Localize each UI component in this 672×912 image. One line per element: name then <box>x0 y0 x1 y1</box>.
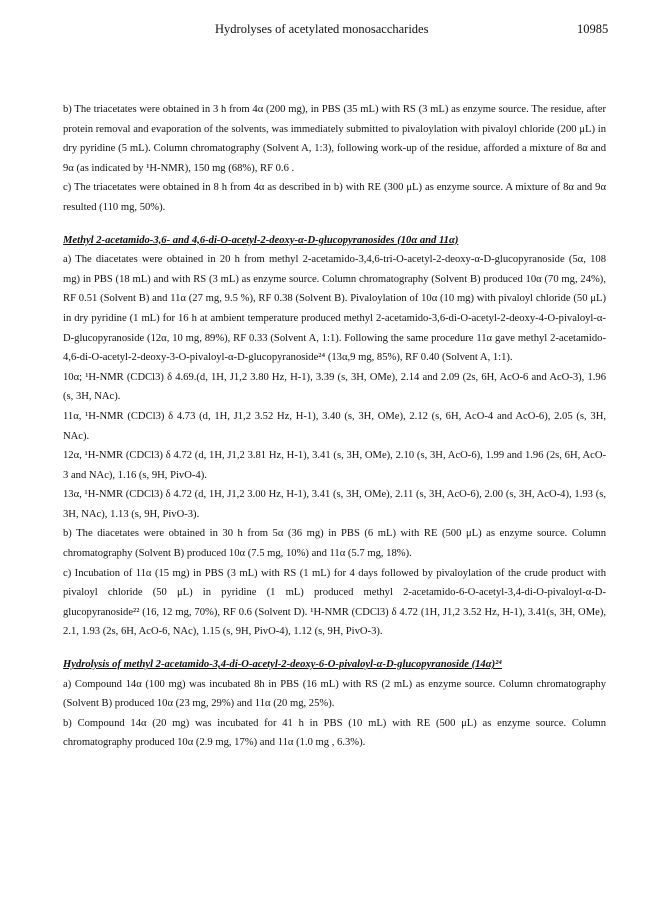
paragraph-b-triacetates-rs: b) The triacetates were obtained in 3 h from 4α (200 mg), in PBS (35 mL) with RS (3 mL) as enzyme source. The residue, after protein removal and evaporation of the solvents, was immediately submitted to pivaloylation with pivaloyl chloride (200 μL) in dry pyridine (5 mL). Column chromatography (Solvent A, 1:3), following work-up of the residue, afforded a mixture of 8α and 9α (as indicated by ¹H-NMR), 150 mg (68%), RF 0.6 . <box>63 104 606 174</box>
running-header <box>0 22 672 42</box>
section-heading-diacetyl-glucopyranosides: Methyl 2-acetamido-3,6- and 4,6-di-O-acetyl-2-deoxy-α-D-glucopyranosides (10α and 11α) <box>63 234 459 246</box>
page-number: 10985 <box>577 22 609 36</box>
nmr-10a: 10α; ¹H-NMR (CDCl3) δ 4.69.(d, 1H, J1,2 3.80 Hz, H-1), 3.39 (s, 3H, OMe), 2.14 and 2.09 (2s, 6H, AcO-6 and AcO-3), 1.96 (s, 3H, NAc). <box>63 371 606 403</box>
nmr-12a: 12α, ¹H-NMR (CDCl3) δ 4.72 (d, 1H, J1,2 3.81 Hz, H-1), 3.41 (s, 3H, OMe), 2.10 (s, 3H, AcO-6), 1.99 and 1.96 (2s, 6H, AcO-3 and NAc), 1.16 (s, 9H, PivO-4). <box>63 450 606 481</box>
nmr-11a: 11α, ¹H-NMR (CDCl3) δ 4.73 (d, 1H, J1,2 3.52 Hz, H-1), 3.40 (s, 3H, OMe), 2.12 (s, 6H, AcO-4 and AcO-6), 2.05 (s, 3H, NAc). <box>63 410 606 442</box>
paragraph-b-compound-14a: b) Compound 14α (20 mg) was incubated for 41 h in PBS (10 mL) with RE (500 μL) as enzyme source. Column chromatography produced 10α (2.9 mg, 17%) and 11α (1.0 mg , 6.3%). <box>63 717 606 749</box>
paragraph-b-diacetates: b) The diacetates were obtained in 30 h from 5α (36 mg) in PBS (6 mL) with RE (500 μL) as enzyme source. Column chromatography (Solvent B) produced 10α (7.5 mg, 10%) and 11α (5.7 mg, 18%). <box>63 528 606 560</box>
paragraph-a-compound-14a: a) Compound 14α (100 mg) was incubated 8h in PBS (16 mL) with RS (2 mL) as enzyme source. Column chromatography (Solvent B) produced 10α (23 mg, 29%) and 11α (20 mg, 25%). <box>63 678 606 710</box>
running-title: Hydrolyses of acetylated monosaccharides <box>215 22 429 36</box>
paragraph-c-incubation: c) Incubation of 11α (15 mg) in PBS (3 mL) with RS (1 mL) for 4 days followed by pivaloylation of the crude product with pivaloyl chloride (50 μL) in pyridine (1 mL) produced methyl 2-acetamido-6-O-acetyl-3,4-di-O-pivaloyl-α-D-glucopyranoside²² (16, 12 mg, 70%), RF 0.6 (Solvent D). ¹H-NMR (CDCl3) δ 4.72 (1H, J1,2 3.52 Hz, H-1), 3.41(s, 3H, OMe), 2.1, 1.93 (2s, 6H, AcO-6, NAc), 1.15 (s, 9H, PivO-4), 1.12 (s, 9H, PivO-3). <box>63 567 606 638</box>
article-body <box>63 100 606 753</box>
nmr-13a: 13α, ¹H-NMR (CDCl3) δ 4.72 (d, 1H, J1,2 3.00 Hz, H-1), 3.41 (s, 3H, OMe), 2.11 (s, 3H, AcO-6), 2.00 (s, 3H, AcO-4), 1.93 (s, 3H, NAc), 1.13 (s, 9H, PivO-3). <box>63 489 606 520</box>
paragraph-c-triacetates-re: c) The triacetates were obtained in 8 h from 4α as described in b) with RE (300 μL) as enzyme source. A mixture of 8α and 9α resulted (110 mg, 50%). <box>63 182 606 213</box>
section-heading-hydrolysis-14a: Hydrolysis of methyl 2-acetamido-3,4-di-O-acetyl-2-deoxy-6-O-pivaloyl-α-D-glucopyranoside (14α)²⁴ <box>63 659 502 671</box>
paragraph-a-diacetates: a) The diacetates were obtained in 20 h from methyl 2-acetamido-3,4,6-tri-O-acetyl-2-deoxy-α-D-glucopyranoside (5α, 108 mg) in PBS (18 mL) and with RS (3 mL) as enzyme source. Column chromatography (Solvent B) produced 10α (70 mg, 24%), RF 0.51 (Solvent B) and 11α (27 mg, 9.5 %), RF 0.38 (Solvent B). Pivaloylation of 10α (10 mg) with pivaloyl chloride (50 μL) in dry pyridine (1 mL) for 16 h at ambient temperature produced methyl 2-acetamido-3,6-di-O-acetyl-2-deoxy-4-O-pivaloyl-α-D-glucopyranoside (12α, 10 mg, 89%), RF 0.33 (Solvent A, 1:1). Following the same procedure 11α gave methyl 2-acetamido-4,6-di-O-acetyl-2-deoxy-3-O-pivaloyl-α-D-glucopyranoside²⁴ (13α,9 mg, 85%), RF 0.40 (Solvent A, 1:1). <box>63 254 606 364</box>
